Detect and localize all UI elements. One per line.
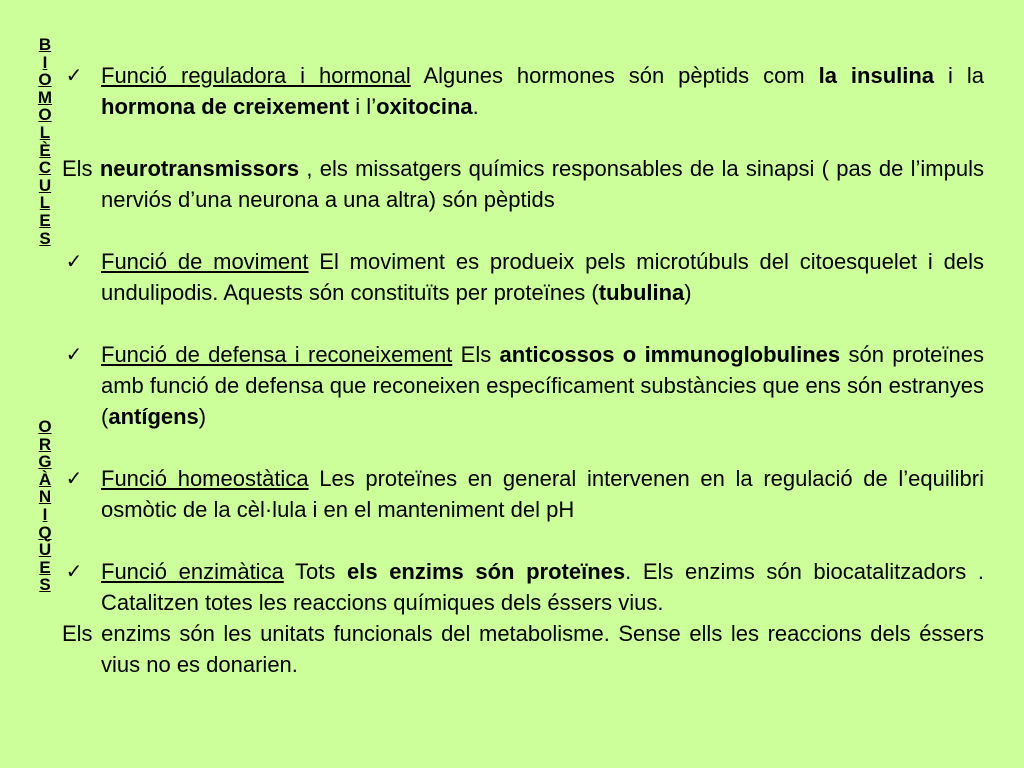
main-content bbox=[62, 60, 984, 680]
item-text: Els enzims són les unitats funcionals del metabolisme. Sense ells les reaccions dels éssers vius no es donarien. bbox=[62, 621, 984, 677]
checkmark-icon: ✓ bbox=[65, 249, 83, 273]
sidebar-letter: O bbox=[38, 417, 52, 436]
bold-term: hormona de creixement bbox=[101, 94, 350, 119]
sidebar-letter: È bbox=[39, 140, 51, 160]
bold-term: antígens bbox=[108, 404, 199, 429]
sidebar-letter: L bbox=[39, 193, 51, 213]
item-text: i l’ bbox=[349, 94, 377, 119]
item-title: Funció homeostàtica bbox=[101, 466, 309, 491]
item-title: Funció de moviment bbox=[101, 249, 309, 274]
item-title: Funció enzimàtica bbox=[101, 559, 284, 584]
sidebar-letter: R bbox=[38, 434, 52, 454]
item-metabolisme bbox=[62, 618, 984, 680]
checkmark-icon: ✓ bbox=[65, 63, 83, 87]
item-text: ) bbox=[684, 280, 692, 305]
item-title: Funció reguladora i hormonal bbox=[101, 63, 411, 88]
sidebar-letter: E bbox=[39, 557, 51, 577]
checkmark-icon: ✓ bbox=[65, 466, 83, 490]
item-homeostatica bbox=[62, 463, 984, 525]
item-enzimatica bbox=[62, 556, 984, 618]
sidebar-letter: C bbox=[38, 158, 52, 178]
item-text: , els missatgers químics responsables de la sinapsi ( pas de l’impuls nerviós d’una neurona a una altra) són pèptids bbox=[101, 156, 984, 212]
sidebar-letter: L bbox=[39, 122, 51, 142]
item-text: i la bbox=[934, 63, 984, 88]
item-text: són proteïnes amb funció de defensa que reconeixen específicament substàncies que ens són estranyes ( bbox=[101, 342, 984, 429]
sidebar-letter: U bbox=[38, 540, 52, 560]
sidebar-letter: À bbox=[38, 469, 52, 489]
item-text: El moviment es produeix pels microtúbuls del citoesquelet i dels undulipodis. Aquests són constituïts per proteïnes ( bbox=[101, 249, 984, 305]
sidebar-title-biomolecules bbox=[30, 36, 60, 247]
bold-term: els enzims són proteïnes bbox=[347, 559, 626, 584]
sidebar-letter: O bbox=[38, 70, 52, 90]
item-text: Els bbox=[62, 156, 100, 181]
item-text: Els bbox=[452, 342, 500, 367]
item-hormonal bbox=[62, 60, 984, 122]
sidebar-letter: S bbox=[39, 228, 51, 248]
sidebar-letter: G bbox=[38, 452, 52, 472]
bold-term: la insulina bbox=[818, 63, 935, 88]
sidebar-title-organiques bbox=[30, 418, 60, 594]
item-title: Funció de defensa i reconeixement bbox=[101, 342, 453, 367]
item-text: Algunes hormones són pèptids com bbox=[410, 63, 819, 88]
item-text: ) bbox=[198, 404, 207, 429]
item-text: . bbox=[472, 94, 479, 119]
sidebar-letter: B bbox=[38, 35, 52, 54]
bold-term: anticossos o immunoglobulines bbox=[499, 342, 841, 367]
sidebar-letter: I bbox=[42, 52, 48, 72]
sidebar-letter: E bbox=[39, 210, 51, 230]
bold-term: oxitocina bbox=[376, 94, 473, 119]
checkmark-icon: ✓ bbox=[65, 559, 83, 583]
sidebar-letter: O bbox=[38, 105, 52, 125]
sidebar-letter: Q bbox=[38, 522, 52, 542]
checkmark-icon: ✓ bbox=[65, 342, 83, 366]
sidebar-letter: N bbox=[38, 487, 52, 507]
item-text: . Els enzims són biocatalitzadors . Catalitzen totes les reaccions químiques dels éssers vius. bbox=[101, 559, 984, 615]
sidebar-letter: M bbox=[37, 87, 53, 107]
item-defensa bbox=[62, 339, 984, 432]
item-moviment bbox=[62, 246, 984, 308]
item-neurotransmissors bbox=[62, 153, 984, 215]
item-text: Les proteïnes en general intervenen en la regulació de l’equilibri osmòtic de la cèl·lula i en el manteniment del pH bbox=[101, 466, 985, 522]
sidebar-letter: S bbox=[39, 575, 51, 595]
bold-term: neurotransmissors bbox=[99, 156, 300, 181]
bold-term: tubulina bbox=[598, 280, 685, 305]
sidebar-letter: I bbox=[42, 504, 48, 524]
item-text: Tots bbox=[283, 559, 347, 584]
sidebar-letter: U bbox=[38, 175, 52, 195]
